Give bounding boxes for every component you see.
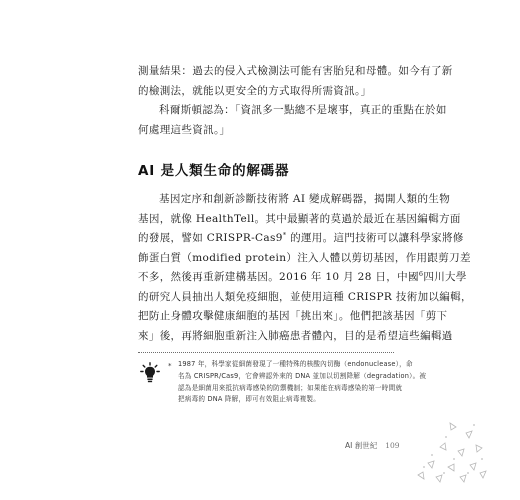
book-title: AI 創世紀 xyxy=(345,441,378,450)
text-line xyxy=(138,101,447,121)
text-line xyxy=(138,268,467,288)
paragraph-measurement-results xyxy=(138,62,453,101)
text-fragment: 的運用。這門技術可以讓科學家將修 xyxy=(286,232,464,244)
text-line: 來」後，再將細胞重新注入肺癌患者體內，目的是希望這些編輯過 xyxy=(138,329,453,342)
footnote-line: 把病毒的 DNA 降解，即可有效阻止病毒複製。 xyxy=(178,395,320,404)
footnote-line: 認為是細菌用來抵抗病毒感染的防禦機制；如果能在病毒感染的第一時間就 xyxy=(178,383,403,392)
footnote-divider xyxy=(138,352,394,353)
text-fragment: 四川大學 xyxy=(423,271,467,283)
footnote-line: 名為 CRISPR/Cas9，它會辨認外來的 DNA 並加以切割降解（degradation）。被 xyxy=(178,371,427,380)
text-line-content: 科爾斯頓認為：「資訊多一點總不是壞事，真正的重點在於如 xyxy=(159,104,447,116)
footnote-text xyxy=(178,359,427,406)
text-line: 把防止身體攻擊健康細胞的基因「挑出來」。他們把該基因「剪下 xyxy=(138,310,448,322)
text-line xyxy=(138,229,464,249)
footnote-marker: * xyxy=(168,362,172,370)
running-footer xyxy=(345,440,400,451)
text-line: 基因，就像 HealthTell。其中最顯著的莫過於最近在基因編輯方面 xyxy=(138,212,461,225)
decorative-particles xyxy=(388,415,488,485)
text-line-content: 基因定序和創新診斷技術將 AI 變成解碼器，揭開人類的生物 xyxy=(159,193,451,205)
footnote-reference[interactable]: * xyxy=(282,231,287,239)
text-line: 飾蛋白質（modified protein）注入人體以剪切基因，作用跟剪刀差 xyxy=(138,251,471,264)
text-line xyxy=(138,190,451,210)
text-line: 的檢測法，就能以更安全的方式取得所需資訊。」 xyxy=(138,84,372,97)
text-line: 何處理這些資訊。」 xyxy=(138,123,231,136)
page-number: 109 xyxy=(385,441,400,450)
section-heading: AI 是人類生命的解碼器 xyxy=(138,163,290,179)
paragraph-kirsten-quote xyxy=(138,101,447,140)
text-line: 的研究人員抽出人類免疫細胞，並使用這種 CRISPR 技術加以編輯， xyxy=(138,290,472,303)
endnote-reference[interactable]: 6 xyxy=(418,270,424,278)
text-fragment: 的發展，譬如 CRISPR-Cas9 xyxy=(138,232,283,244)
paragraph-ai-decoder xyxy=(138,190,472,346)
text-fragment: 不多，然後再重新建構基因。2016 年 10 月 28 日，中國 xyxy=(138,271,419,283)
footnote-line: 1987 年，科學家從細菌發現了一種特殊的核酸內切酶（endonuclease），命 xyxy=(178,360,413,368)
lightbulb-icon xyxy=(140,362,160,384)
text-line: 測量結果：過去的侵入式檢測法可能有害胎兒和母體。如今有了新 xyxy=(138,65,453,77)
